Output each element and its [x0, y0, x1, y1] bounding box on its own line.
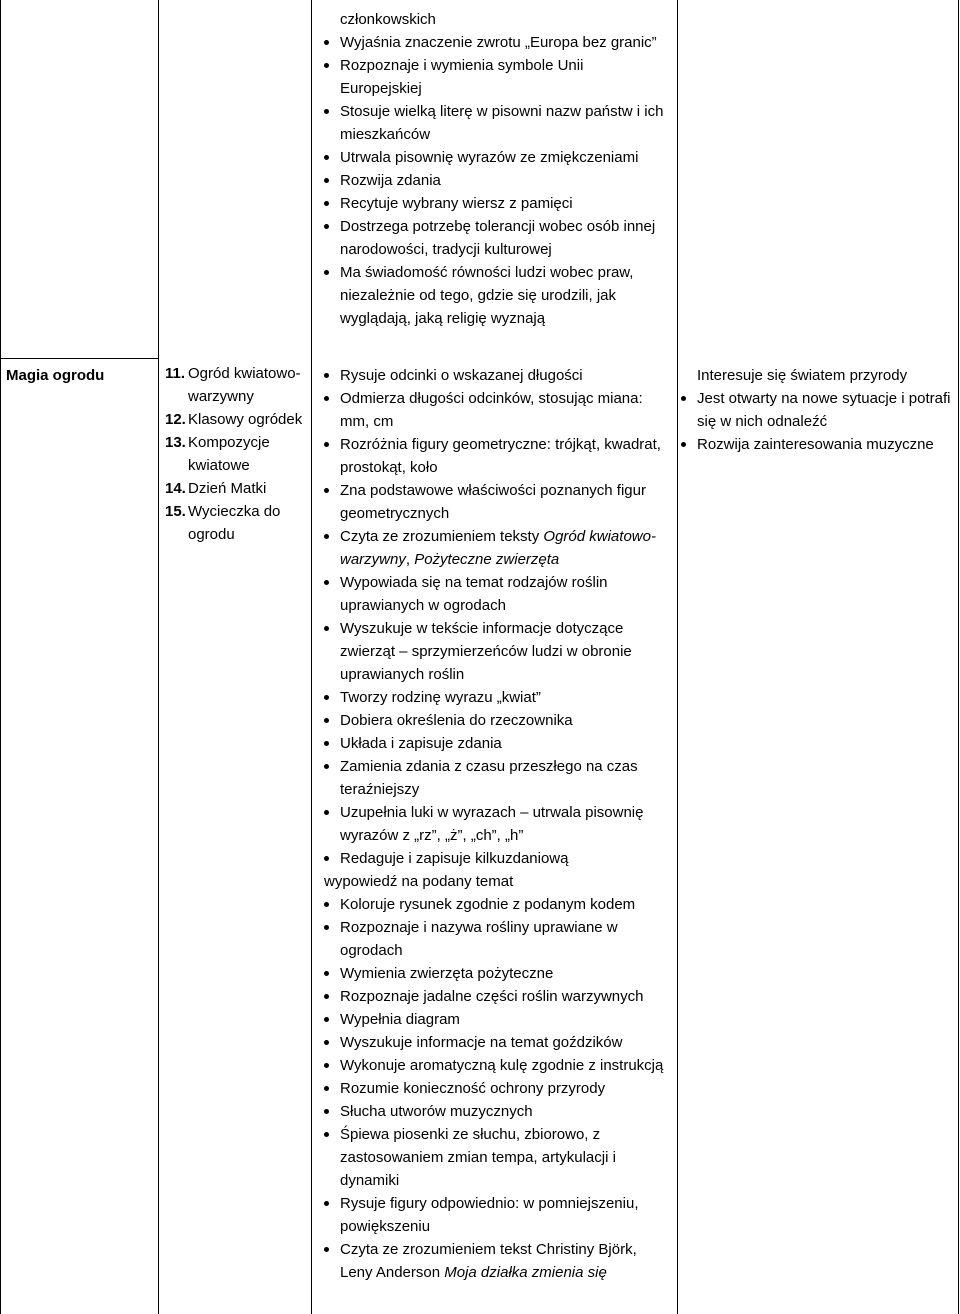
item-text: Wymienia zwierzęta pożyteczne: [340, 965, 554, 982]
item-text: Wyszukuje informacje na temat goździków: [340, 1034, 623, 1051]
item-text: Wypowiada się na temat rodzajów roślin uprawianych w ogrodach: [340, 574, 608, 614]
list-item: [324, 1123, 669, 1192]
item-text: Czyta ze zrozumieniem teksty: [340, 528, 544, 545]
item-text: Redaguje i zapisuje kilkuzdaniową: [340, 850, 569, 867]
item-text: Wykonuje aromatyczną kulę zgodnie z instrukcją: [340, 1057, 664, 1074]
item-text: Rozumie konieczność ochrony przyrody: [340, 1080, 606, 1097]
list-item: [324, 870, 669, 893]
lesson-number: 15.: [165, 503, 186, 520]
list-item: [324, 1008, 669, 1031]
item-text: Interesuje się światem przyrody: [697, 367, 908, 384]
list-item: [324, 755, 669, 801]
list-item: [324, 31, 669, 54]
lesson-number: 13.: [165, 434, 186, 451]
item-text: Wypełnia diagram: [340, 1011, 460, 1028]
item-text: Rozwija zainteresowania muzyczne: [697, 436, 934, 453]
list-item: [324, 962, 669, 985]
item-text: Uzupełnia luki w wyrazach – utrwala pisownię wyrazów z „rz”, „ż”, „ch”, „h”: [340, 804, 644, 844]
table-border-left: [0, 0, 1, 1314]
list-item: [324, 525, 669, 571]
lesson-item: [150, 500, 312, 546]
item-text: Czyta ze zrozumieniem tekst Christiny Björk, Leny Anderson: [340, 1241, 637, 1281]
list-item: [324, 1077, 669, 1100]
item-title-italic: Moja działka zmienia się: [444, 1264, 607, 1281]
list-item: [681, 433, 951, 456]
list-item: [324, 686, 669, 709]
list-item: [324, 571, 669, 617]
table-border-col3: [677, 0, 678, 1314]
list-item: [324, 8, 669, 31]
list-item: [324, 617, 669, 686]
lesson-list: [150, 362, 312, 546]
lesson-title: Klasowy ogródek: [188, 411, 303, 428]
list-item: [324, 985, 669, 1008]
lesson-item: [150, 362, 312, 408]
item-text: Śpiewa piosenki ze słuchu, zbiorowo, z zastosowaniem zmian tempa, artykulacji i dynamiki: [340, 1126, 616, 1189]
list-item: [324, 1054, 669, 1077]
item-text: Rysuje odcinki o wskazanej długości: [340, 367, 583, 384]
list-item: [681, 387, 951, 433]
item-text: Koloruje rysunek zgodnie z podanym kodem: [340, 896, 636, 913]
item-text: Rozwija zdania: [340, 172, 441, 189]
list-item: [324, 847, 669, 870]
item-text: Odmierza długości odcinków, stosując miana: mm, cm: [340, 390, 643, 430]
lesson-title: Wycieczka do ogrodu: [188, 503, 281, 543]
lesson-title: Ogród kwiatowo-warzywny: [188, 365, 301, 405]
list-item: [681, 364, 951, 387]
item-title-italic: Ogród kwiatowo-warzywny: [340, 528, 656, 568]
item-text: Ma świadomość równości ludzi wobec praw, niezależnie od tego, gdzie się urodzili, jak wyglądają, jaką religię wyznają: [340, 264, 634, 327]
lesson-item: [150, 477, 312, 500]
list-item: [324, 169, 669, 192]
list-item: [324, 364, 669, 387]
item-text: Wyjaśnia znaczenie zwrotu „Europa bez granic”: [340, 34, 657, 51]
skills-list: [324, 364, 669, 1284]
item-text: Dobiera określenia do rzeczownika: [340, 712, 573, 729]
item-text: Rozpoznaje i wymienia symbole Unii Europejskiej: [340, 57, 584, 97]
item-text: Rozpoznaje jadalne części roślin warzywnych: [340, 988, 644, 1005]
lesson-item: [150, 408, 312, 431]
table-row-divider: [0, 358, 159, 359]
item-text: Słucha utworów muzycznych: [340, 1103, 533, 1120]
lesson-number: 14.: [165, 480, 186, 497]
item-text: Dostrzega potrzebę tolerancji wobec osób innej narodowości, tradycji kulturowej: [340, 218, 656, 258]
lesson-item: [150, 431, 312, 477]
item-text: Jest otwarty na nowe sytuacje i potrafi się w nich odnaleźć: [697, 390, 951, 430]
list-item: [324, 192, 669, 215]
list-item: [324, 54, 669, 100]
previous-row-skills-list: [324, 8, 669, 330]
item-text: Rysuje figury odpowiednio: w pomniejszeniu, powiększeniu: [340, 1195, 639, 1235]
item-text: Układa i zapisuje zdania: [340, 735, 502, 752]
lesson-title: Dzień Matki: [188, 480, 267, 497]
list-item: [324, 1100, 669, 1123]
table-border-right: [958, 0, 959, 1314]
list-item: [324, 1238, 669, 1284]
list-item: [324, 893, 669, 916]
list-item: [324, 433, 669, 479]
list-item: [324, 801, 669, 847]
lesson-number: 12.: [165, 411, 186, 428]
list-item: [324, 709, 669, 732]
list-item: [324, 100, 669, 146]
item-text: Rozpoznaje i nazywa rośliny uprawiane w ogrodach: [340, 919, 618, 959]
list-item: [324, 1031, 669, 1054]
item-text: Zna podstawowe właściwości poznanych figur geometrycznych: [340, 482, 646, 522]
table-border-col2: [311, 0, 312, 1314]
list-item: [324, 215, 669, 261]
item-title-italic: Pożyteczne zwierzęta: [414, 551, 560, 568]
list-item: [324, 1192, 669, 1238]
table-border-col1: [158, 0, 159, 1314]
attitudes-list: [681, 364, 951, 456]
item-text: wypowiedź na podany temat: [324, 873, 514, 890]
item-text: członkowskich: [340, 11, 436, 28]
item-separator: ,: [405, 551, 415, 568]
item-text: Tworzy rodzinę wyrazu „kwiat”: [340, 689, 541, 706]
topic-title: Magia ogrodu: [6, 367, 105, 384]
item-text: Utrwala pisownię wyrazów ze zmiękczeniami: [340, 149, 639, 166]
list-item: [324, 479, 669, 525]
list-item: [324, 146, 669, 169]
item-text: Rozróżnia figury geometryczne: trójkąt, kwadrat, prostokąt, koło: [340, 436, 661, 476]
item-text: Zamienia zdania z czasu przeszłego na czas teraźniejszy: [340, 758, 638, 798]
list-item: [324, 387, 669, 433]
list-item: [324, 732, 669, 755]
lesson-number: 11.: [165, 365, 186, 382]
item-text: Wyszukuje w tekście informacje dotyczące zwierząt – sprzymierzeńców ludzi w obronie uprawianych roślin: [340, 620, 632, 683]
list-item: [324, 261, 669, 330]
item-text: Recytuje wybrany wiersz z pamięci: [340, 195, 573, 212]
list-item: [324, 916, 669, 962]
item-text: Stosuje wielką literę w pisowni nazw państw i ich mieszkańców: [340, 103, 664, 143]
lesson-title: Kompozycje kwiatowe: [188, 434, 270, 474]
